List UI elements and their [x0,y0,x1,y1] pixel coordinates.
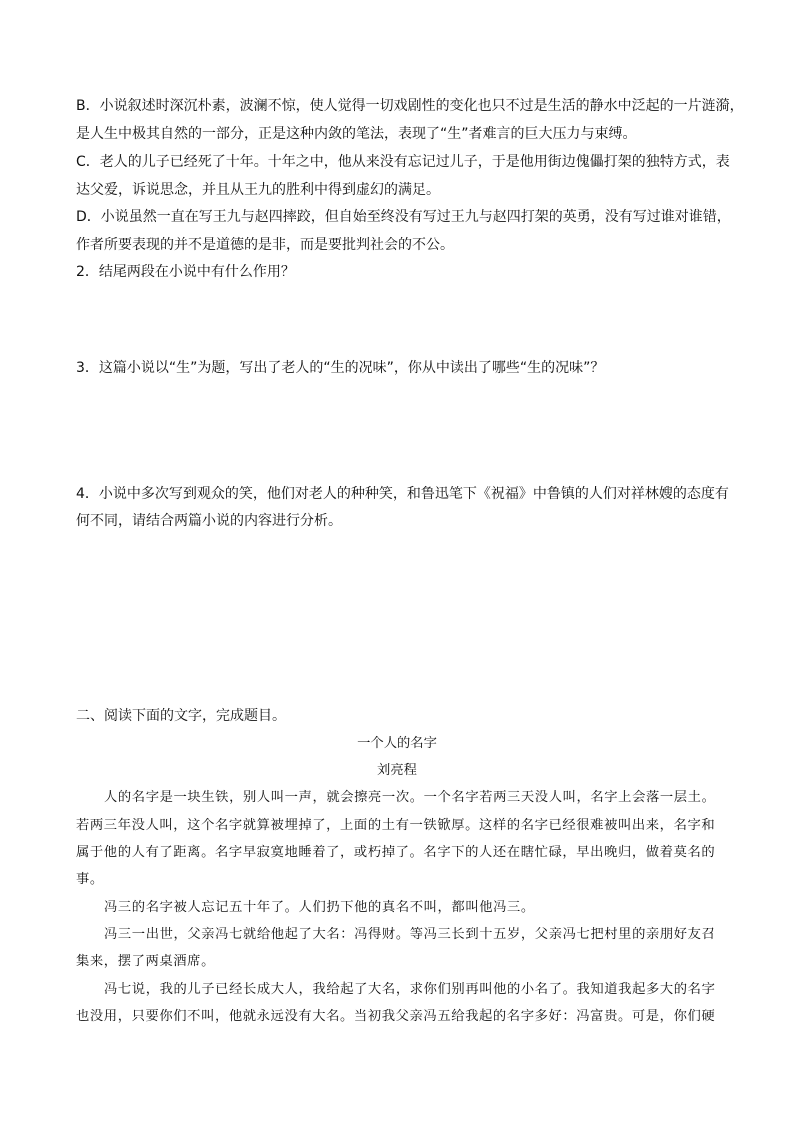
option-d-line-2: 作者所要表现的并不是道德的是非，而是要批判社会的不公。 [76,237,454,253]
question-3: 3．这篇小说以“生”为题，写出了老人的“生的况味”，你从中读出了哪些“生的况味”？ [76,360,605,376]
article-paragraph-line: 人的名字是一块生铁，别人叫一声，就会擦亮一次。一个名字若两三天没人叫，名字上会落一层土。 [104,790,716,805]
option-c-line-1: C．老人的儿子已经死了十年。十年之中，他从来没有忘记过儿子，于是他用街边傀儡打架的独特方式，表 [76,154,730,170]
article-paragraph-line: 集来，摆了两桌酒席。 [76,954,215,969]
section-2-heading: 二、阅读下面的文字，完成题目。 [76,708,286,724]
option-c-line-2: 达父爱，诉说思念，并且从王九的胜利中得到虚幻的满足。 [76,182,440,198]
question-4-line-2: 何不同，请结合两篇小说的内容进行分析。 [76,513,342,529]
article-paragraph-line: 若两三年没人叫，这个名字就算被埋掉了，上面的土有一铁锨厚。这样的名字已经很难被叫出来，名字和 [76,818,716,833]
question-2: 2．结尾两段在小说中有什么作用？ [76,264,295,280]
article-author: 刘亮程 [377,763,417,778]
option-b-line-2: 是人生中极其自然的一部分，正是这种内敛的笔法，表现了“生”者难言的巨大压力与束缚。 [76,126,637,142]
article-title: 一个人的名字 [357,736,437,751]
option-d-line-1: D．小说虽然一直在写王九与赵四摔跤，但自始至终没有写过王九与赵四打架的英勇，没有写过谁对谁错， [76,209,731,225]
option-b-line-1: B．小说叙述时深沉朴素，波澜不惊，使人觉得一切戏剧性的变化也只不过是生活的静水中泛起的一片涟漪， [76,98,744,114]
article-paragraph-line: 事。 [76,872,104,887]
article-paragraph-line: 冯三一出世，父亲冯七就给他起了大名：冯得财。等冯三长到十五岁，父亲冯七把村里的亲朋好友召 [104,927,716,942]
article-paragraph-line: 属于他的人有了距离。名字早寂寞地睡着了，或朽掉了。名字下的人还在瞎忙碌，早出晚归，做着莫名的 [76,845,716,860]
article-paragraph-line: 冯七说，我的儿子已经长成大人，我给起了大名，求你们别再叫他的小名了。我知道我起多大的名字 [104,982,716,997]
question-4-line-1: 4．小说中多次写到观众的笑，他们对老人的种种笑，和鲁迅笔下《祝福》中鲁镇的人们对祥林嫂的态度有 [76,486,729,502]
article-paragraph-line: 冯三的名字被人忘记五十年了。人们扔下他的真名不叫，都叫他冯三。 [104,900,535,915]
article-paragraph-line: 也没用，只要你们不叫，他就永远没有大名。当初我父亲冯五给我起的名字多好：冯富贵。可是，你们硬 [76,1009,716,1024]
